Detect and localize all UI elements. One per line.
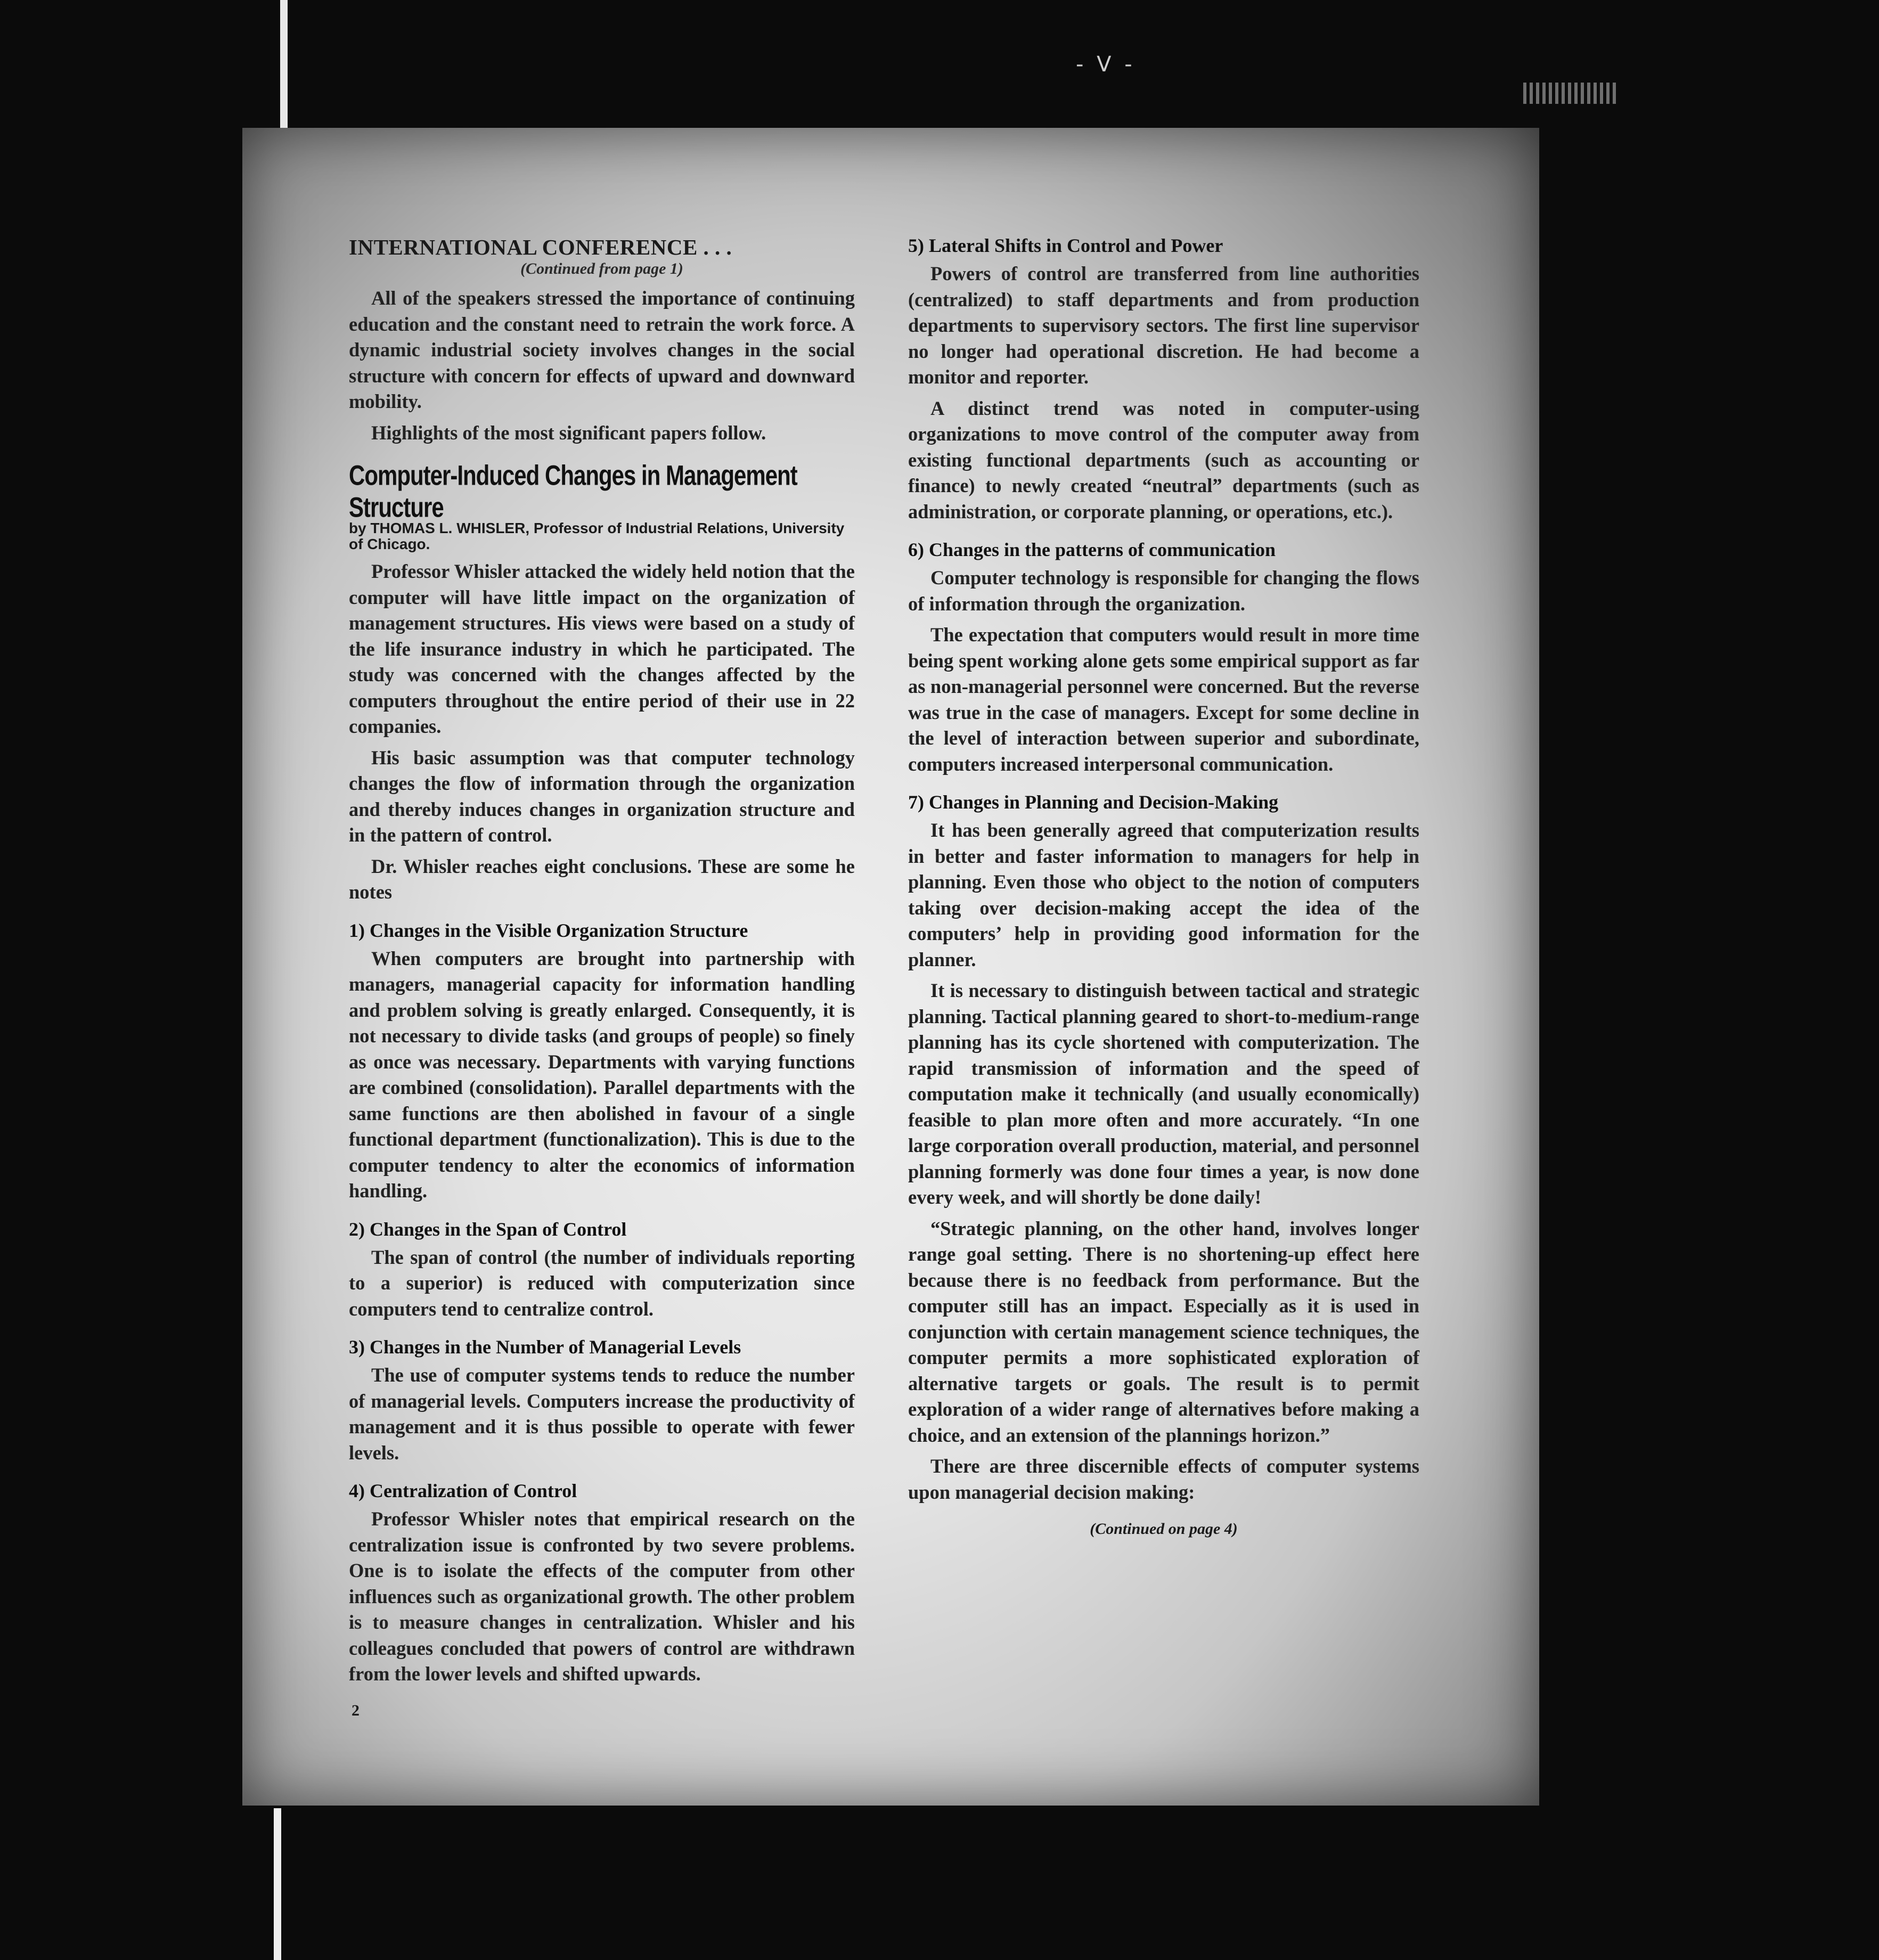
left-column <box>349 234 855 1693</box>
section-paragraph: There are three discernible effects of computer systems upon managerial decision making: <box>908 1455 1419 1503</box>
right-column <box>908 234 1419 1538</box>
section-paragraph: It is necessary to distinguish between tactical and strategic planning. Tactical planning geared to short-to-medium-range planning has its cycle shortened with computerization. The rapid transmission of information and the speed of computation make it technically (and usually economically) feasible to plan more often and more accurately. “In one large corporation overall production, material, and personnel planning formerly was done four times a year, is now done every week, and will shortly be done daily! <box>908 979 1419 1208</box>
continued-on-note: (Continued on page 4) <box>1090 1520 1238 1538</box>
film-edge-top <box>280 0 288 128</box>
section-heading: 3) Changes in the Number of Managerial Levels <box>349 1336 741 1358</box>
newsletter-page <box>242 128 1539 1806</box>
continued-from-note: (Continued from page 1) <box>520 260 683 277</box>
film-edge-bottom <box>274 1808 281 1960</box>
page-number: 2 <box>352 1702 360 1719</box>
section-heading: 7) Changes in Planning and Decision-Making <box>908 791 1279 813</box>
section-paragraph: It has been generally agreed that computerization results in better and faster information to managers for help in planning. Even those who object to the notion of computers taking over decision-making accept the idea of the computers’ help in providing good information for the planner. <box>908 819 1419 970</box>
section-header: INTERNATIONAL CONFERENCE . . . <box>349 235 732 259</box>
section-heading: 1) Changes in the Visible Organization Structure <box>349 919 748 941</box>
section-paragraph: The span of control (the number of individuals reporting to a superior) is reduced with computerization since computers tend to centralize control. <box>349 1246 855 1320</box>
article-paragraph: Professor Whisler attacked the widely held notion that the computer will have little impact on the organization of management structures. His views were based on a study of the life insurance industry in which he participated. The study was concerned with the changes affected by the computers throughout the entire period of their use in 22 companies. <box>349 560 855 737</box>
section-heading: 6) Changes in the patterns of communication <box>908 539 1276 560</box>
article-paragraph: His basic assumption was that computer technology changes the flow of information through the organization and thereby induces changes in organization structure and in the pattern of control. <box>349 746 855 846</box>
section-heading: 5) Lateral Shifts in Control and Power <box>908 235 1223 256</box>
section-paragraph: The expectation that computers would result in more time being spent working alone gets some empirical support as far as non-managerial personnel were concerned. But the reverse was true in the case of managers. Except for some decline in the level of interaction between superior and subordinate, computers increased interpersonal communication. <box>908 624 1419 775</box>
article-title: Computer-Induced Changes in Management Structure <box>349 460 797 523</box>
section-paragraph: Professor Whisler notes that empirical research on the centralization issue is confronted by two severe problems. One is to isolate the effects of the computer from other influences such as organizational growth. The other problem is to measure changes in centralization. Whisler and his colleagues concluded that powers of control are withdrawn from the lower levels and shifted upwards. <box>349 1508 855 1685</box>
intro-paragraph: Highlights of the most significant papers follow. <box>371 421 766 444</box>
section-paragraph: The use of computer systems tends to reduce the number of managerial levels. Computers increase the productivity of management and it is thus possible to operate with fewer levels. <box>349 1364 855 1464</box>
section-heading: 2) Changes in the Span of Control <box>349 1218 627 1240</box>
top-mark: - V - <box>1076 52 1135 77</box>
section-paragraph: Computer technology is responsible for changing the flows of information through the organization. <box>908 567 1419 615</box>
byline: by THOMAS L. WHISLER, Professor of Industrial Relations, University of Chicago. <box>349 520 845 552</box>
intro-paragraph: All of the speakers stressed the importance of continuing education and the constant need to retrain the work force. A dynamic industrial society involves changes in the social structure with concern for effects of upward and downward mobility. <box>349 287 855 412</box>
section-paragraph: When computers are brought into partnership with managers, managerial capacity for information handling and problem solving is greatly enlarged. Consequently, it is not necessary to divide tasks (and groups of people) so finely as once was necessary. Departments with varying functions are combined (consolidation). Parallel departments with the same functions are then abolished in favour of a single functional department (functionalization). This is due to the computer tendency to alter the economics of information handling. <box>349 947 855 1202</box>
section-paragraph: A distinct trend was noted in computer-using organizations to move control of the computer away from existing functional departments (such as accounting or finance) to newly created “neutral” departments (such as administration, or corporate planning, or operations, etc.). <box>908 397 1419 522</box>
article-paragraph: Dr. Whisler reaches eight conclusions. These are some he notes <box>349 855 855 903</box>
film-scratch <box>1523 83 1619 104</box>
section-heading: 4) Centralization of Control <box>349 1480 577 1501</box>
section-paragraph: “Strategic planning, on the other hand, involves longer range goal setting. There is no shortening-up effect here because there is no feedback from performance. But the computer still has an impact. Especially as it is used in conjunction with certain management science techniques, the computer permits a more sophisticated exploration of alternative targets or goals. The result is to permit exploration of a wider range of alternatives before making a choice, and an extension of the plannings horizon.” <box>908 1217 1419 1446</box>
section-paragraph: Powers of control are transferred from line authorities (centralized) to staff departments and from production departments to supervisory sectors. The first line supervisor no longer had operational discretion. He had become a monitor and reporter. <box>908 263 1419 388</box>
